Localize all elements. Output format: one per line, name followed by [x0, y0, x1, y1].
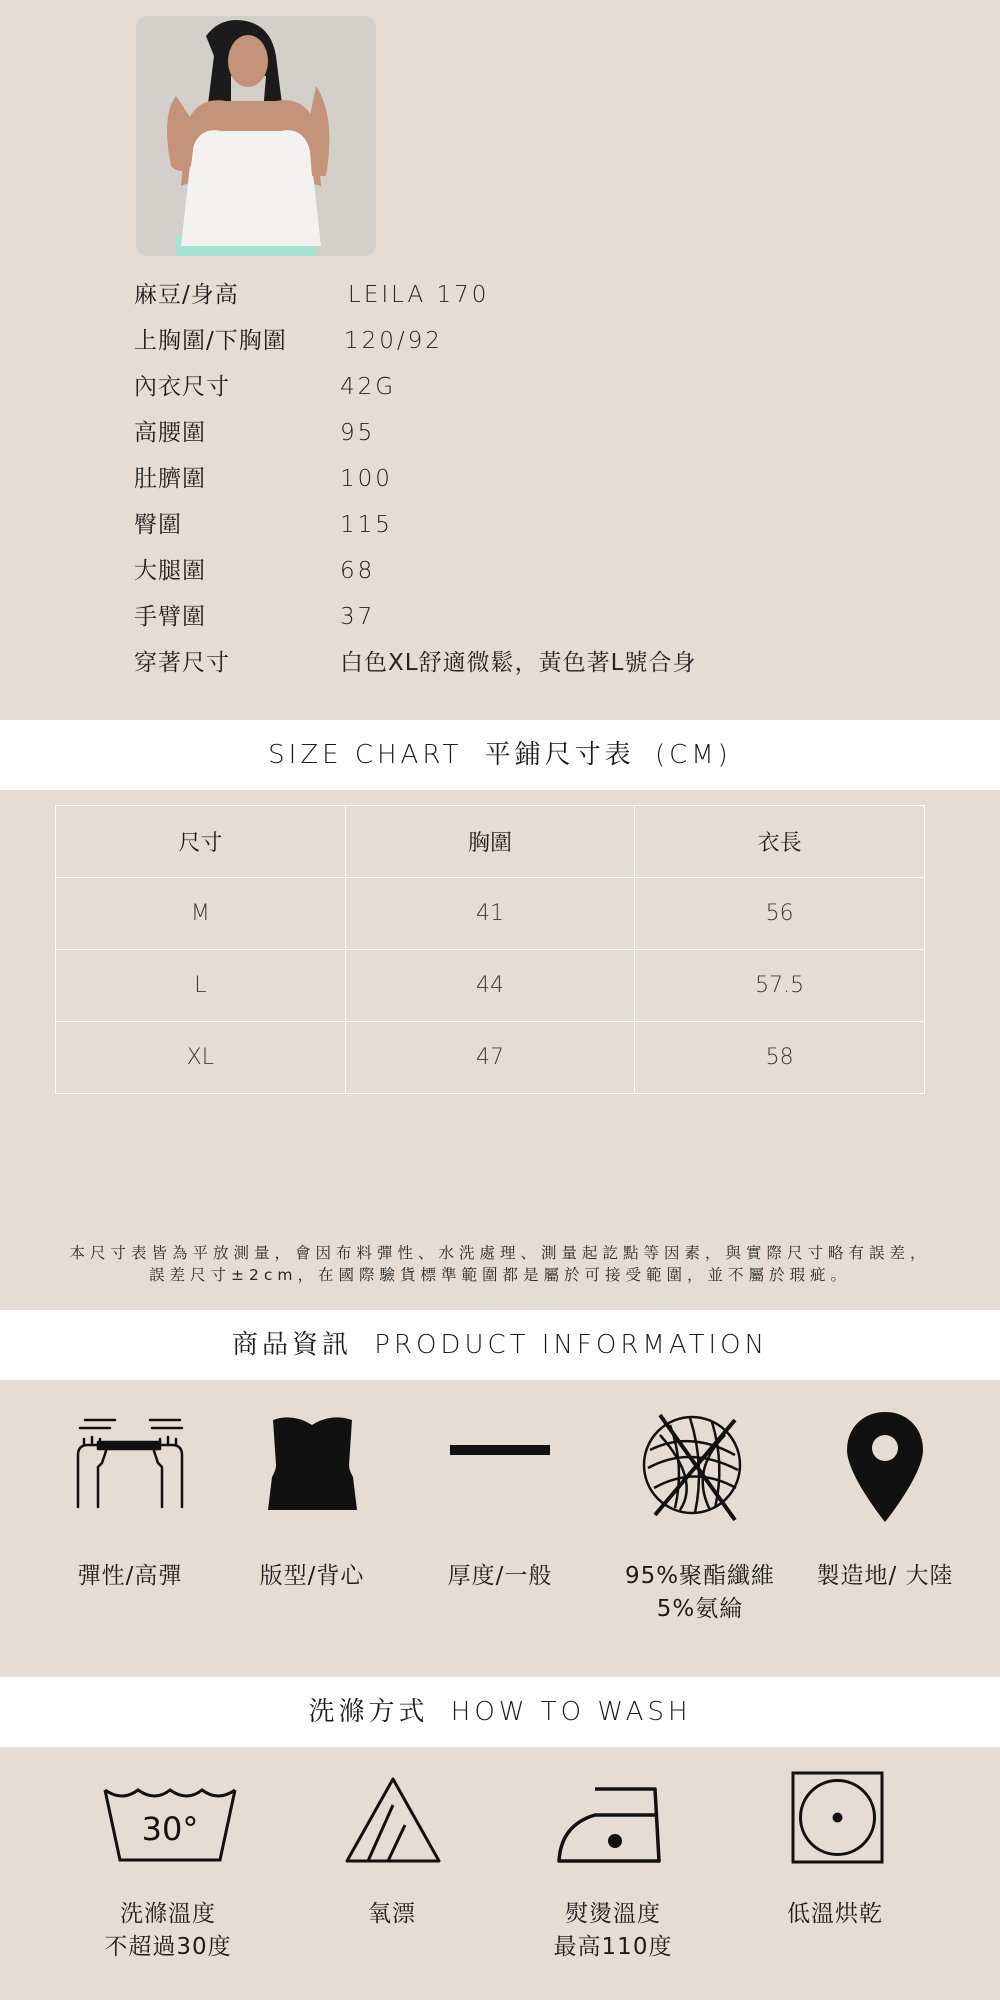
size-table-header-row [56, 806, 925, 878]
table-row [56, 1022, 925, 1094]
size-table-header: 胸圍 [345, 806, 635, 878]
spec-key: 麻豆/身高 [134, 282, 239, 308]
tumble-dry-low-icon [790, 1770, 885, 1865]
table-cell: 56 [635, 878, 925, 950]
table-cell: L [56, 950, 346, 1022]
size-table [55, 805, 925, 1094]
table-cell: XL [56, 1022, 346, 1094]
wash-label-line2: 不超過30度 [104, 1934, 232, 1960]
table-cell: 41 [345, 878, 635, 950]
product-info-label: 製造地/ 大陸 [816, 1563, 954, 1589]
product-info-label: 版型/背心 [259, 1563, 365, 1589]
spec-value: 100 [340, 466, 393, 492]
table-row [56, 950, 925, 1022]
wash-label [513, 1898, 713, 1964]
spec-value: 37 [340, 604, 376, 630]
spec-key: 臀圍 [134, 512, 182, 538]
spec-value: 115 [340, 512, 393, 538]
wash-header [0, 1677, 1000, 1747]
size-chart-unit: (CM) [654, 740, 732, 770]
wash-label-line1: 熨燙溫度 [565, 1901, 661, 1927]
wash-title-zh: 洗滌方式 [308, 1697, 429, 1727]
spec-key: 肚臍圍 [134, 466, 206, 492]
wash-30-icon [100, 1780, 240, 1865]
table-cell: 58 [635, 1022, 925, 1094]
spec-key: 手臂圍 [134, 604, 206, 630]
spec-value: 42G [340, 374, 397, 400]
wash-label: 低溫烘乾 [787, 1901, 883, 1927]
size-note-line2: 誤差尺寸±2cm，在國際驗貨標準範圍都是屬於可接受範圍，並不屬於瑕疵。 [149, 1266, 851, 1284]
spec-value: LEILA 170 [348, 282, 490, 308]
product-info-header [0, 1310, 1000, 1380]
wash-label: 氧漂 [368, 1901, 416, 1927]
table-cell: M [56, 878, 346, 950]
model-photo [136, 16, 376, 256]
iron-icon [555, 1785, 665, 1865]
product-info-label-line2: 5%氨綸 [656, 1596, 744, 1622]
wash-label-line2: 最高110度 [553, 1934, 673, 1960]
thickness-line-icon [450, 1440, 550, 1460]
location-pin-icon [845, 1410, 925, 1525]
spec-value: 95 [340, 420, 376, 446]
product-info-label [600, 1560, 800, 1626]
table-cell: 44 [345, 950, 635, 1022]
table-cell: 57.5 [635, 950, 925, 1022]
size-note [0, 1242, 1000, 1286]
size-note-line1: 本尺寸表皆為平放測量，會因布料彈性、水洗處理、測量起訖點等因素，與實際尺寸略有誤差， [69, 1244, 931, 1262]
wash-title-en: HOW TO WASH [450, 1697, 692, 1727]
table-cell: 47 [345, 1022, 635, 1094]
size-table-header: 衣長 [635, 806, 925, 878]
spec-value: 白色XL舒適微鬆，黃色著L號合身 [340, 650, 697, 676]
size-chart-header [0, 720, 1000, 790]
spec-key: 高腰圍 [134, 420, 206, 446]
size-chart-title-zh: 平鋪尺寸表 [484, 740, 635, 770]
spec-key: 大腿圍 [134, 558, 206, 584]
spec-key: 上胸圍/下胸圍 [134, 328, 287, 354]
wash-label-line1: 洗滌溫度 [120, 1901, 216, 1927]
yarn-ball-icon [640, 1410, 750, 1525]
spec-value: 68 [340, 558, 376, 584]
spec-key: 內衣尺寸 [134, 374, 230, 400]
size-chart-title-en: SIZE CHART [268, 740, 463, 770]
product-info-title-en: PRODUCT INFORMATION [374, 1330, 769, 1360]
product-info-title-zh: 商品資訊 [231, 1330, 352, 1360]
spec-value: 120/92 [344, 328, 443, 354]
product-info-label: 厚度/一般 [447, 1563, 553, 1589]
bleach-icon [343, 1775, 443, 1865]
product-info-label: 彈性/高彈 [77, 1563, 183, 1589]
wash-temp-text: 30° [141, 1810, 199, 1848]
spec-key: 穿著尺寸 [134, 650, 230, 676]
stretch-icon [70, 1415, 190, 1515]
product-info-label-line1: 95%聚酯纖維 [624, 1563, 776, 1589]
table-row [56, 878, 925, 950]
tube-top-icon [265, 1415, 360, 1515]
wash-label [68, 1898, 268, 1964]
size-table-header: 尺寸 [56, 806, 346, 878]
